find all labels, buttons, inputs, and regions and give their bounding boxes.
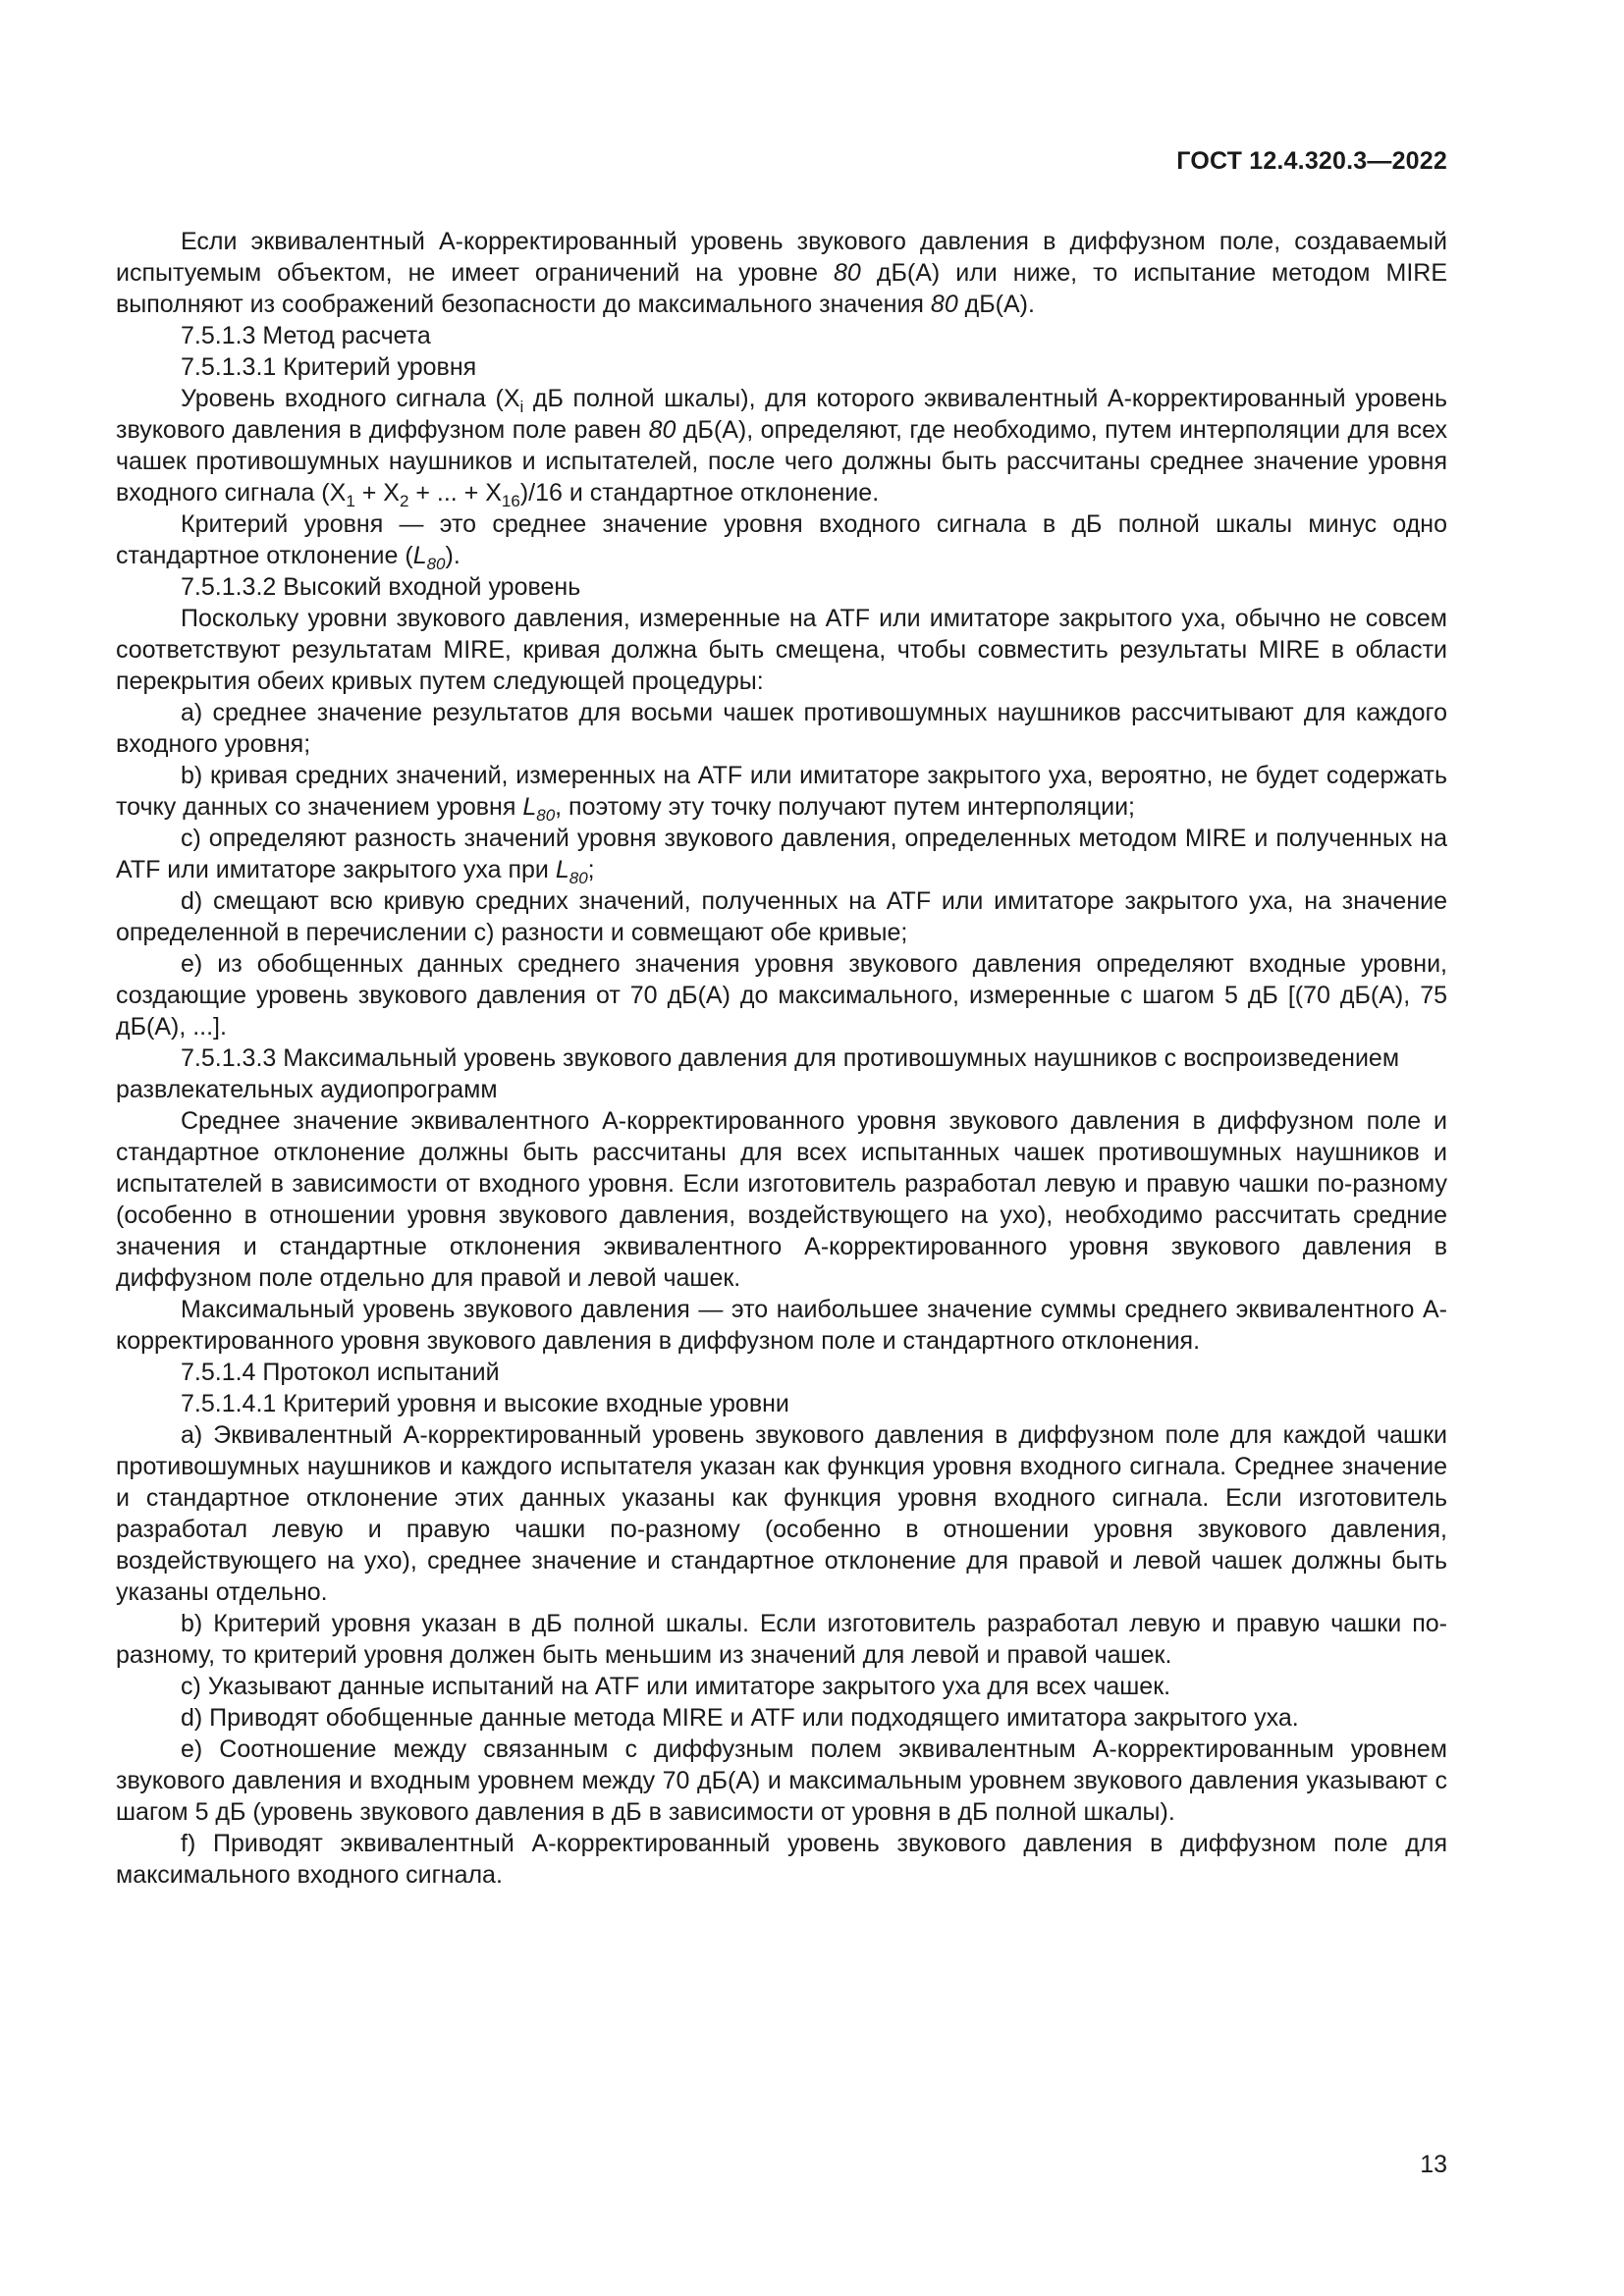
section-heading-7-5-1-3-2: 7.5.1.3.2 Высокий входной уровень [181, 573, 581, 601]
section-heading-7-5-1-4: 7.5.1.4 Протокол испытаний [181, 1359, 500, 1386]
report-item-c: c) Указывают данные испытаний на ATF или имитаторе закрытого уха для всех чашек. [181, 1673, 1171, 1700]
paragraph-input-level: Уровень входного сигнала ($X_i$ дБ полной шкалы), для которого эквивалентный A-корректированный уровень звукового давления в диффузном поле равен 80 дБ(А), определяют, где необходимо, путем интерполяции для всех чашек противошумных наушников и испытателей, после чего должны быть рассчитаны среднее значение уровня входного сигнала ($X_1 + X_2$ + ... + $X_{16})/16$ и стандартное отклонение. [116, 385, 1447, 510]
document-body [116, 226, 1447, 1891]
report-item-b: b) Критерий уровня указан в дБ полной шкалы. Если изготовитель разработал левую и правую чашки по-разному, то критерий уровня должен быть меньшим из значений для левой и правой чашек. [116, 1610, 1447, 1669]
section-heading-7-5-1-3: 7.5.1.3 Метод расчета [181, 322, 431, 349]
list-item-c: c) определяют разность значений уровня звукового давления, определенных методом MIRE и полученных на ATF или имитаторе закрытого уха при $L_{80}$; [116, 825, 1447, 887]
list-item-b: b) кривая средних значений, измеренных на ATF или имитаторе закрытого уха, вероятно, не будет содержать точку данных со значением уровня $L_{80}$, поэтому эту точку получают путем интерполяции; [116, 762, 1447, 825]
document-header: ГОСТ 12.4.320.3—2022 [1176, 147, 1447, 175]
section-heading-7-5-1-3-3: 7.5.1.3.3 Максимальный уровень звукового давления для противошумных наушников с воспроизведением развлекательных аудиопрограмм [116, 1044, 1400, 1103]
report-item-e: e) Соотношение между связанным с диффузным полем эквивалентным A-корректированным уровнем звукового давления и входным уровнем между 70 дБ(А) и максимальным уровнем звукового давления указывают с шагом 5 дБ (уровень звукового давления в дБ в зависимости от уровня в дБ полной шкалы). [116, 1735, 1447, 1826]
list-item-e: e) из обобщенных данных среднего значения уровня звукового давления определяют входные уровни, создающие уровень звукового давления от 70 дБ(А) до максимального, измеренные с шагом 5 дБ [(70 дБ(А), 75 дБ(А), ...]. [116, 950, 1447, 1041]
paragraph-level-criterion: Критерий уровня — это среднее значение уровня входного сигнала в дБ полной шкалы минус одно стандартное отклонение $(L_{80})$. [116, 510, 1447, 573]
list-item-a: a) среднее значение результатов для восьми чашек противошумных наушников рассчитывают для каждого входного уровня; [116, 699, 1447, 758]
paragraph-curve-shift: Поскольку уровни звукового давления, измеренные на ATF или имитаторе закрытого уха, обычно не совсем соответствуют результатам MIRE, кривая должна быть смещена, чтобы совместить результаты MIRE в области перекрытия обеих кривых путем следующей процедуры: [116, 605, 1447, 695]
report-item-d: d) Приводят обобщенные данные метода MIRE и ATF или подходящего имитатора закрытого уха. [181, 1704, 1299, 1732]
section-heading-7-5-1-4-1: 7.5.1.4.1 Критерий уровня и высокие входные уровни [181, 1390, 789, 1417]
paragraph-max-level: Максимальный уровень звукового давления — это наибольшее значение суммы среднего эквивалентного A-корректированного уровня звукового давления в диффузном поле и стандартного отклонения. [116, 1296, 1447, 1355]
list-item-d: d) смещают всю кривую средних значений, полученных на ATF или имитаторе закрытого уха, на значение определенной в перечислении c) разности и совмещают обе кривые; [116, 887, 1447, 946]
report-item-f: f) Приводят эквивалентный A-корректированный уровень звукового давления в диффузном поле для максимального входного сигнала. [116, 1830, 1447, 1889]
paragraph-safety-limit: Если эквивалентный A-корректированный уровень звукового давления в диффузном поле, создаваемый испытуемым объектом, не имеет ограничений на уровне 80 дБ(А) или ниже, то испытание методом MIRE выполняют из соображений безопасности до максимального значения 80 дБ(А). [116, 228, 1448, 318]
report-item-a: a) Эквивалентный A-корректированный уровень звукового давления в диффузном поле для каждой чашки противошумных наушников и каждого испытателя указан как функция уровня входного сигнала. Среднее значение и стандартное отклонение этих данных указаны как функция уровня входного сигнала. Если изготовитель разработал левую и правую чашки по-разному (особенно в отношении уровня звукового давления, воздействующего на ухо), среднее значение и стандартное отклонение для правой и левой чашек должны быть указаны отдельно. [116, 1421, 1447, 1606]
paragraph-mean-std: Среднее значение эквивалентного A-корректированного уровня звукового давления в диффузном поле и стандартное отклонение должны быть рассчитаны для всех испытанных чашек противошумных наушников и испытателей в зависимости от входного уровня. Если изготовитель разработал левую и правую чашки по-разному (особенно в отношении уровня звукового давления, воздействующего на ухо), необходимо рассчитать средние значения и стандартные отклонения эквивалентного A-корректированного уровня звукового давления в диффузном поле отдельно для правой и левой чашек. [116, 1107, 1447, 1292]
section-heading-7-5-1-3-1: 7.5.1.3.1 Критерий уровня [181, 353, 477, 381]
page-number: 13 [1420, 2151, 1447, 2178]
